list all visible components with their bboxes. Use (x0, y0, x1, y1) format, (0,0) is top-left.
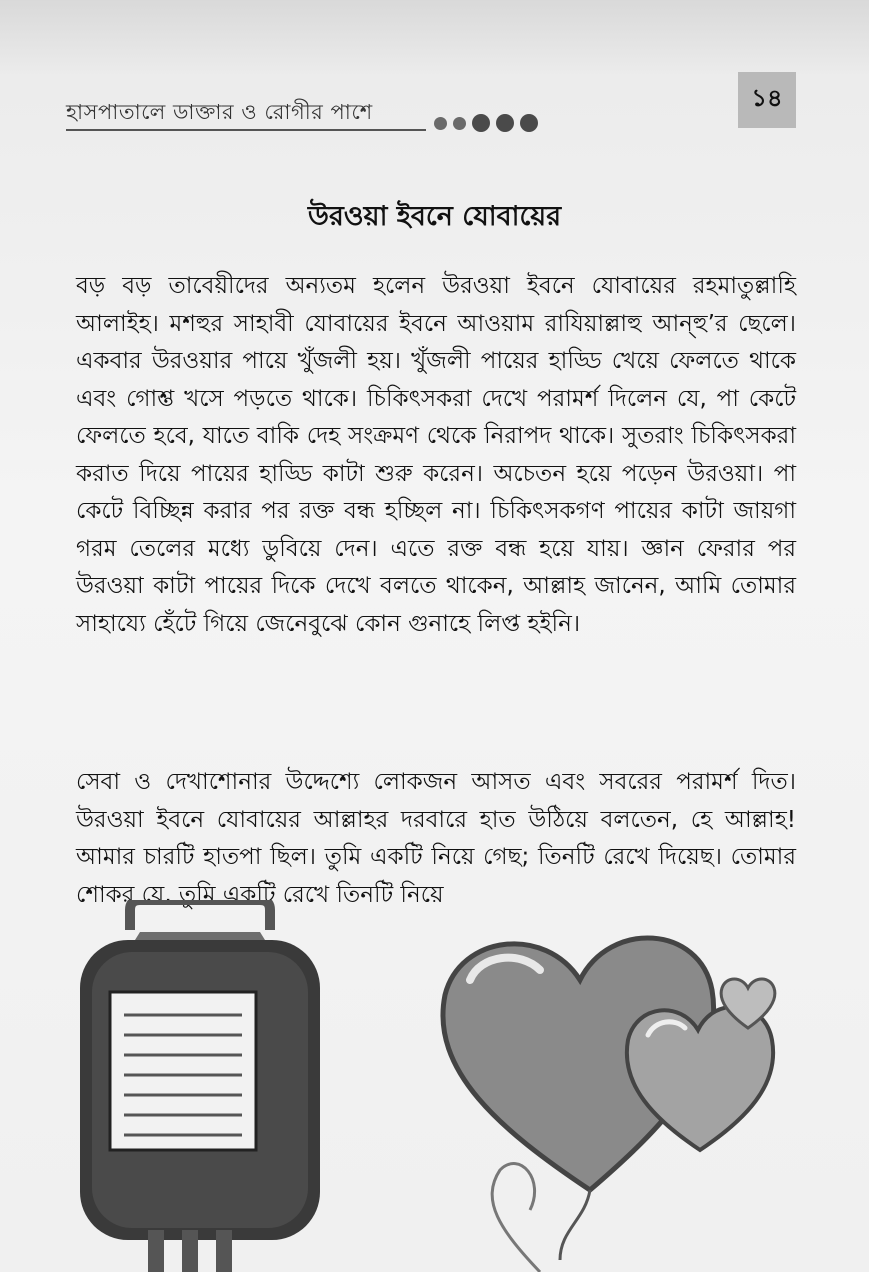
page-number: ১৪ (738, 72, 796, 128)
header-dots-ornament (434, 114, 538, 132)
ornament-dot (472, 114, 490, 132)
heart-balloon-icon (443, 938, 775, 1272)
blood-bag-icon (80, 900, 320, 1272)
medical-illustration (0, 900, 869, 1272)
article-title: উরওয়া ইবনে যোবায়ের (307, 201, 562, 232)
article-paragraph-1: বড় বড় তাবেয়ীদের অন্যতম হলেন উরওয়া ইবনে যোবায়ের রহমাতুল্লাহি আলাইহ। মশহুর সাহাবী যোবায়ের ইবনে আওয়াম রাযিয়াল্লাহু আন্হু’র ছেলে। একবার উরওয়ার পায়ে খুঁজলী হয়। খুঁজলী পায়ের হাড্ডি খেয়ে ফেলতে থাকে এবং গোশ্ত খসে পড়তে থাকে। চিকিৎসকরা দেখে পরামর্শ দিলেন যে, পা কেটে ফেলতে হবে, যাতে বাকি দেহ সংক্রমণ থেকে নিরাপদ থাকে। সুতরাং চিকিৎসকরা করাত দিয়ে পায়ের হাড্ডি কাটা শুরু করেন। অচেতন হয়ে পড়েন উরওয়া। পা কেটে বিচ্ছিন্ন করার পর রক্ত বন্ধ হচ্ছিল না। চিকিৎসকগণ পায়ের কাটা জায়গা গরম তেলের মধ্যে ডুবিয়ে দেন। এতে রক্ত বন্ধ হয়ে যায়। জ্ঞান ফেরার পর উরওয়া কাটা পায়ের দিকে দেখে বলতে থাকেন, আল্লাহ জানেন, আমি তোমার সাহায্যে হেঁটে গিয়ে জেনেবুঝে কোন গুনাহে লিপ্ত হইনি। (76, 273, 796, 637)
ornament-dot (453, 117, 466, 130)
article-paragraph-2: সেবা ও দেখাশোনার উদ্দেশ্যে লোকজন আসত এবং সবরের পরামর্শ দিত। উরওয়া ইবনে যোবায়ের আল্লাহর দরবারে হাত উঠিয়ে বলতেন, হে আল্লাহ! আমার চারটি হাতপা ছিল। তুমি একটি নিয়ে গেছ; তিনটি রেখে দিয়েছ। তোমার শোকর যে, তুমি একটি রেখে তিনটি নিয়ে (76, 769, 796, 908)
running-head-title: হাসপাতালে ডাক্তার ও রোগীর পাশে (66, 100, 373, 124)
ornament-dot (520, 114, 538, 132)
ornament-dot (434, 117, 447, 130)
ornament-dot (496, 114, 514, 132)
header-rule (66, 129, 426, 131)
